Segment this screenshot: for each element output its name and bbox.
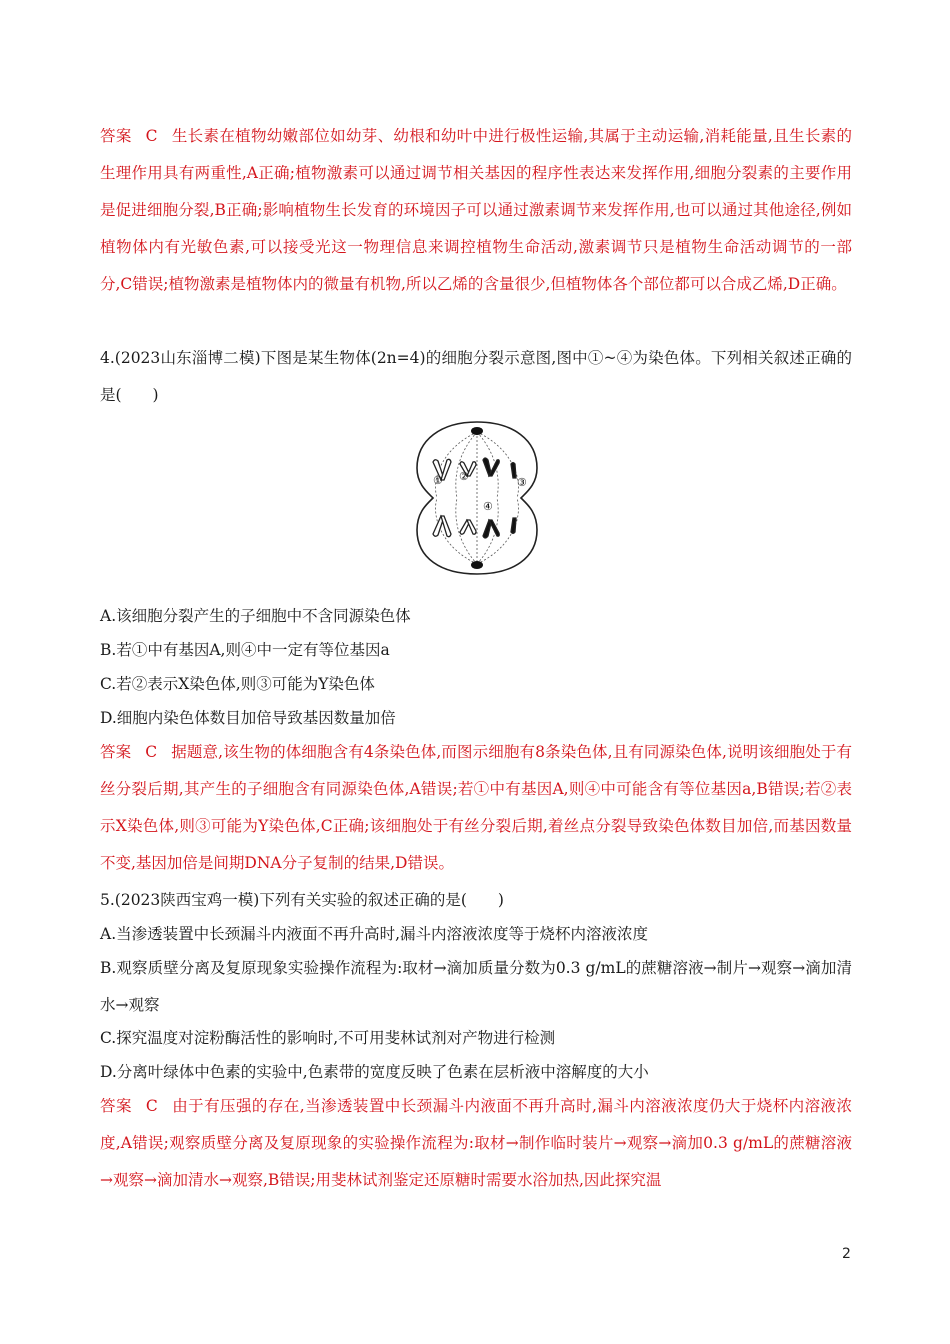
- q5-option-d: D.分离叶绿体中色素的实验中,色素带的宽度反映了色素在层析液中溶解度的大小: [100, 1063, 649, 1081]
- answer-explanation: 由于有压强的存在,当渗透装置中长颈漏斗内液面不再升高时,漏斗内溶液浓度仍大于烧杯内溶液浓度,A错误;观察质壁分离及复原现象的实验操作流程为:取材→制作临时装片→观察→滴加0.3 g/mL的蔗糖溶液→观察→滴加清水→观察,B错误;用斐林试剂鉴定还原糖时需要水浴加热,因此探究温: [100, 1097, 852, 1189]
- page-number: 2: [842, 1246, 851, 1262]
- q4-option-b: B.若①中有基因A,则④中一定有等位基因a: [100, 641, 390, 659]
- answer-choice: C: [145, 1097, 158, 1115]
- q4-option-c: C.若②表示X染色体,则③可能为Y染色体: [100, 675, 375, 693]
- label-chromosome-2: ②: [459, 470, 469, 483]
- label-chromosome-3: ③: [517, 476, 527, 489]
- cell-division-diagram: [413, 418, 541, 578]
- answer-choice: C: [145, 127, 158, 145]
- q4-option-d: D.细胞内染色体数目加倍导致基因数量加倍: [100, 709, 396, 727]
- answer-label: 答案: [100, 743, 132, 761]
- q5-option-c: C.探究温度对淀粉酶活性的影响时,不可用斐林试剂对产物进行检测: [100, 1029, 556, 1047]
- answer-3: [100, 118, 852, 303]
- question-5-stem: 5.(2023陕西宝鸡一模)下列有关实验的叙述正确的是( ): [100, 891, 504, 909]
- answer-4: [100, 734, 852, 882]
- label-chromosome-1: ①: [433, 474, 443, 487]
- q4-option-a: A.该细胞分裂产生的子细胞中不含同源染色体: [100, 607, 411, 625]
- answer-explanation: 生长素在植物幼嫩部位如幼芽、幼根和幼叶中进行极性运输,其属于主动运输,消耗能量,且生长素的生理作用具有两重性,A正确;植物激素可以通过调节相关基因的程序性表达来发挥作用,细胞分裂素的主要作用是促进细胞分裂,B正确;影响植物生长发育的环境因子可以通过激素调节来发挥作用,也可以通过其他途径,例如植物体内有光敏色素,可以接受光这一物理信息来调控植物生命活动,激素调节只是植物生命活动调节的一部分,C错误;植物激素是植物体内的微量有机物,所以乙烯的含量很少,但植物体各个部位都可以合成乙烯,D正确。: [100, 127, 852, 293]
- answer-explanation: 据题意,该生物的体细胞含有4条染色体,而图示细胞有8条染色体,且有同源染色体,说明该细胞处于有丝分裂后期,其产生的子细胞含有同源染色体,A错误;若①中有基因A,则④中可能含有等位基因a,B错误;若②表示X染色体,则③可能为Y染色体,C正确;该细胞处于有丝分裂后期,着丝点分裂导致染色体数目加倍,而基因数量不变,基因加倍是间期DNA分子复制的结果,D错误。: [100, 743, 852, 872]
- answer-label: 答案: [100, 127, 132, 145]
- answer-choice: C: [145, 743, 158, 761]
- q5-option-b: B.观察质壁分离及复原现象实验操作流程为:取材→滴加质量分数为0.3 g/mL的蔗糖溶液→制片→观察→滴加清水→观察: [100, 959, 852, 1014]
- q5-option-a: A.当渗透装置中长颈漏斗内液面不再升高时,漏斗内溶液浓度等于烧杯内溶液浓度: [100, 925, 649, 943]
- answer-5: [100, 1088, 852, 1199]
- question-4-stem: 4.(2023山东淄博二模)下图是某生物体(2n=4)的细胞分裂示意图,图中①~④为染色体。下列相关叙述正确的是( ): [100, 349, 852, 404]
- answer-label: 答案: [100, 1097, 132, 1115]
- label-chromosome-4: ④: [483, 500, 493, 513]
